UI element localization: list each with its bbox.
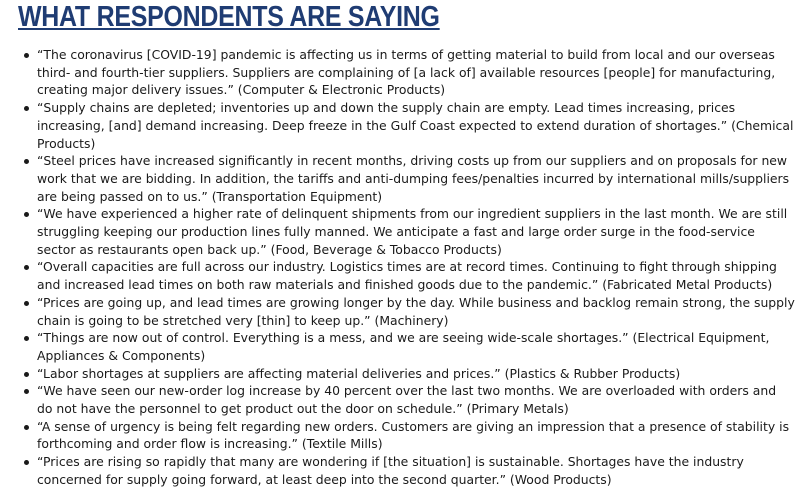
quote-text: “We have experienced a higher rate of delinquent shipments from our ingredient suppliers in the last month. We are still struggling keeping our production lines fully manned. We anticipate a fast and large order surge in the food-service sector as restaurants open back up.” (Food, Beverage & Tobacco Products) [37, 206, 788, 257]
quote-item [37, 152, 795, 205]
bullet-icon [24, 159, 29, 164]
quote-text: “Labor shortages at suppliers are affecting material deliveries and prices.” (Plastics & Rubber Products) [37, 365, 681, 381]
quote-text: “Overall capacities are full across our industry. Logistics times are at record times. Continuing to fight through shipping and increased lead times on both raw materials and finished goods due to the pandemic.” (Fabricated Metal Products) [37, 259, 777, 293]
quote-item [37, 453, 795, 488]
bullet-icon [24, 425, 29, 430]
quote-text: “Things are now out of control. Everything is a mess, and we are seeing wide-scale shortages.” (Electrical Equipment, Appliances & Components) [37, 330, 770, 363]
quote-list [0, 46, 795, 489]
quote-item [37, 99, 795, 152]
quote-item [37, 46, 795, 99]
bullet-icon [24, 212, 29, 217]
quote-item [37, 329, 795, 364]
quote-text: “Prices are rising so rapidly that many are wondering if [the situation] is sustainable. Shortages have the industry concerned for supply going forward, at least deep into the second quarter.” (Wood Products) [37, 454, 744, 487]
quote-text: “Prices are going up, and lead times are growing longer by the day. While business and backlog remain strong, the supply chain is going to be stretched very [thin] to keep up.” (Machinery) [37, 294, 795, 328]
quote-item [37, 382, 795, 417]
page-title: WHAT RESPONDENTS ARE SAYING [18, 1, 440, 33]
quote-item [37, 294, 795, 329]
quote-item [37, 258, 795, 293]
bullet-icon [24, 372, 29, 377]
quote-text: “Supply chains are depleted; inventories up and down the supply chain are empty. Lead times increasing, prices increasing, [and] demand increasing. Deep freeze in the Gulf Coast expected to extend duration of shortages.” (Chemical Products) [37, 100, 794, 151]
bullet-icon [24, 265, 29, 270]
bullet-icon [24, 389, 29, 394]
bullet-icon [24, 460, 29, 465]
quote-text: “A sense of urgency is being felt regarding new orders. Customers are giving an impression that a presence of stability is forthcoming and order flow is increasing.” (Textile Mills) [37, 418, 790, 452]
bullet-icon [24, 336, 29, 341]
quote-text: “The coronavirus [COVID-19] pandemic is affecting us in terms of getting material to build from local and our overseas third- and fourth-tier suppliers. Suppliers are complaining of [a lack of] available resources [people] for manufacturing, creating major delivery issues.” (Computer & Electronic Products) [37, 47, 776, 98]
bullet-icon [24, 53, 29, 58]
quote-item [37, 365, 795, 383]
quote-item [37, 418, 795, 453]
quote-item [37, 205, 795, 258]
bullet-icon [24, 301, 29, 306]
quote-text: “Steel prices have increased significantly in recent months, driving costs up from our suppliers and on proposals for new work that we are bidding. In addition, the tariffs and anti-dumping fees/penalties incurred by international mills/suppliers are being passed on to us.” (Transportation Equipment) [37, 153, 790, 204]
quote-text: “We have seen our new-order log increase by 40 percent over the last two months. We are overloaded with orders and do not have the personnel to get product out the door on schedule.” (Primary Metals) [37, 383, 777, 417]
bullet-icon [24, 106, 29, 111]
